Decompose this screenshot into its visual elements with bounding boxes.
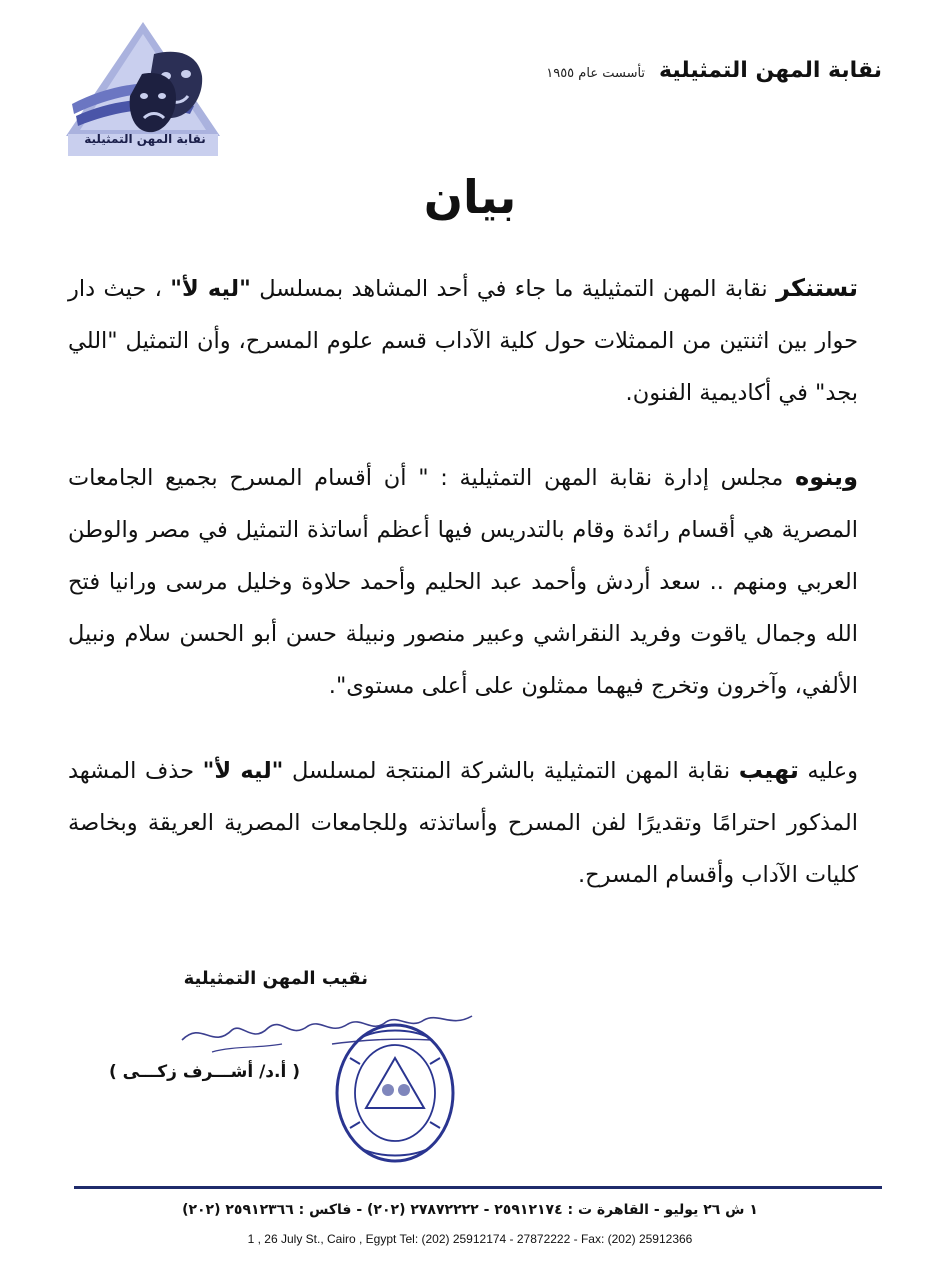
- footer-address-english: 1 , 26 July St., Cairo , Egypt Tel: (202) 25912174 - 27872222 - Fax: (202) 25912366: [247, 1232, 693, 1246]
- p3-text-a: نقابة المهن التمثيلية بالشركة المنتجة لمسلسل: [283, 758, 739, 784]
- paragraph-3: [68, 744, 858, 901]
- signatory-title: نقيب المهن التمثيلية: [183, 968, 368, 989]
- p3-prefix: وعليه: [798, 758, 859, 784]
- p2-lead: وينوه: [795, 463, 858, 491]
- footer-address-arabic: ١ ش ٢٦ يوليو - القاهرة ت : ٢٥٩١٢١٧٤ - ٢٧٨٧٢٢٢٢ (٢٠٢) - فاكس : ٢٥٩١٢٣٦٦ (٢٠٢): [182, 1202, 758, 1218]
- p1-text-b: ، حيث دار حوار بين اثنتين من الممثلات حول كلية الآداب قسم علوم المسرح، وأن التمثيل "اللي بجد" في أكاديمية الفنون.: [68, 276, 858, 406]
- logo-caption: نقابة المهن التمثيلية: [84, 132, 206, 146]
- letterhead: [546, 58, 882, 83]
- official-stamp: [330, 1018, 460, 1168]
- statement-body: [68, 262, 858, 901]
- founded-year: تأسست عام ١٩٥٥: [546, 66, 646, 81]
- p1-lead: تستنكر: [776, 274, 858, 302]
- p3-lead: تهيب: [738, 756, 799, 784]
- p1-series: "ليه لأ": [170, 276, 251, 302]
- paragraph-1: [68, 262, 858, 419]
- p3-text-b: حذف المشهد المذكور احترامًا وتقديرًا لفن المسرح وأساتذته وللجامعات المصرية العريقة وبخاصة كليات الآداب وأقسام المسرح.: [68, 758, 858, 888]
- statement-title: بيان: [423, 170, 517, 224]
- paragraph-2: [68, 451, 858, 712]
- signatory-name: ( أ.د/ أشـــرف زكـــى ): [108, 1062, 300, 1082]
- footer-divider: [74, 1186, 882, 1189]
- p3-series: "ليه لأ": [202, 758, 284, 784]
- p1-text-a: نقابة المهن التمثيلية ما جاء في أحد المشاهد بمسلسل: [250, 276, 777, 302]
- union-name: نقابة المهن التمثيلية: [659, 58, 882, 83]
- p2-text: مجلس إدارة نقابة المهن التمثيلية : " أن أقسام المسرح بجميع الجامعات المصرية هي أقسام رائدة وقام بالتدريس فيها أعظم أساتذة التمثيل في مصر والوطن العربي ومنهم .. سعد أردش وأحمد عبد الحليم وأحمد حلاوة وخليل مرسى ورانيا فتح الله وجمال ياقوت وفريد النقراشي وعبير منصور ونبيلة حسن أبو الحسن سلام ونبيل الألفي، وآخرون وتخرج فيهما ممثلون على أعلى مستوى".: [68, 465, 858, 699]
